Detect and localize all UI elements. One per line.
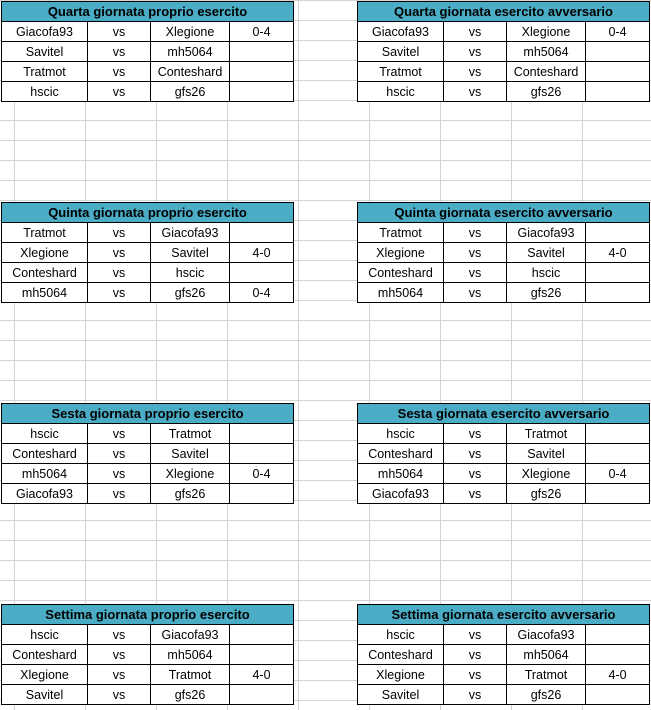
score-cell[interactable] <box>230 444 294 464</box>
score-cell[interactable] <box>586 444 650 464</box>
home-team-cell[interactable]: mh5064 <box>2 283 88 303</box>
score-cell[interactable] <box>230 223 294 243</box>
vs-cell[interactable]: vs <box>444 263 507 283</box>
away-team-cell[interactable]: Xlegione <box>507 22 586 42</box>
table-header-row <box>358 404 650 424</box>
round-title-cell[interactable]: Quinta giornata proprio esercito <box>2 203 294 223</box>
vs-cell[interactable]: vs <box>444 82 507 102</box>
home-team-cell[interactable]: Giacofa93 <box>2 484 88 504</box>
score-cell[interactable] <box>230 484 294 504</box>
away-team-cell[interactable]: Conteshard <box>507 62 586 82</box>
home-team-cell[interactable]: mh5064 <box>358 283 444 303</box>
table-row <box>358 685 650 705</box>
home-team-cell[interactable]: Xlegione <box>358 243 444 263</box>
table-row <box>358 243 650 263</box>
away-team-cell[interactable]: gfs26 <box>507 82 586 102</box>
table-row <box>358 424 650 444</box>
vs-cell[interactable]: vs <box>444 645 507 665</box>
score-cell[interactable] <box>586 424 650 444</box>
table-row <box>2 444 294 464</box>
score-cell[interactable] <box>586 62 650 82</box>
table-row <box>358 283 650 303</box>
away-team-cell[interactable]: Tratmot <box>151 665 230 685</box>
score-cell[interactable] <box>586 223 650 243</box>
vs-cell[interactable]: vs <box>444 665 507 685</box>
away-team-cell[interactable]: Giacofa93 <box>507 223 586 243</box>
away-team-cell[interactable]: mh5064 <box>507 645 586 665</box>
vs-cell[interactable]: vs <box>444 243 507 263</box>
vs-cell[interactable]: vs <box>444 444 507 464</box>
table-row <box>2 82 294 102</box>
home-team-cell[interactable]: hscic <box>358 424 444 444</box>
table-row <box>2 22 294 42</box>
away-team-cell[interactable]: gfs26 <box>507 685 586 705</box>
vs-cell[interactable]: vs <box>88 22 151 42</box>
fixture-table-left <box>1 202 294 303</box>
vs-cell[interactable]: vs <box>444 223 507 243</box>
table-row <box>2 62 294 82</box>
table-row <box>2 243 294 263</box>
home-team-cell[interactable]: hscic <box>2 82 88 102</box>
table-header-row <box>2 605 294 625</box>
vs-cell[interactable]: vs <box>88 62 151 82</box>
table-row <box>2 424 294 444</box>
away-team-cell[interactable]: Xlegione <box>151 464 230 484</box>
table-header-row <box>2 203 294 223</box>
vs-cell[interactable]: vs <box>88 484 151 504</box>
table-row <box>2 484 294 504</box>
score-cell[interactable] <box>230 62 294 82</box>
home-team-cell[interactable]: Conteshard <box>2 645 88 665</box>
fixture-table-right <box>357 604 650 705</box>
score-cell[interactable] <box>586 283 650 303</box>
fixture-table-right <box>357 403 650 504</box>
score-cell[interactable] <box>230 424 294 444</box>
home-team-cell[interactable]: Conteshard <box>2 444 88 464</box>
table-row <box>358 82 650 102</box>
vs-cell[interactable]: vs <box>444 283 507 303</box>
score-cell[interactable] <box>586 82 650 102</box>
table-header-row <box>358 2 650 22</box>
table-header-row <box>2 2 294 22</box>
score-cell[interactable] <box>586 645 650 665</box>
away-team-cell[interactable]: hscic <box>151 263 230 283</box>
fixture-table-right <box>357 1 650 102</box>
table-row <box>358 62 650 82</box>
away-team-cell[interactable]: Giacofa93 <box>507 625 586 645</box>
away-team-cell[interactable]: Giacofa93 <box>151 223 230 243</box>
away-team-cell[interactable]: mh5064 <box>151 645 230 665</box>
home-team-cell[interactable]: Tratmot <box>358 62 444 82</box>
table-row <box>2 464 294 484</box>
table-row <box>2 645 294 665</box>
table-row <box>2 223 294 243</box>
vs-cell[interactable]: vs <box>88 223 151 243</box>
home-team-cell[interactable]: Giacofa93 <box>2 22 88 42</box>
home-team-cell[interactable]: mh5064 <box>358 464 444 484</box>
home-team-cell[interactable]: Giacofa93 <box>358 22 444 42</box>
home-team-cell[interactable]: Savitel <box>358 42 444 62</box>
score-cell[interactable]: 0-4 <box>586 464 650 484</box>
score-cell[interactable]: 0-4 <box>230 283 294 303</box>
table-header-row <box>358 203 650 223</box>
home-team-cell[interactable]: Savitel <box>358 685 444 705</box>
vs-cell[interactable]: vs <box>88 424 151 444</box>
vs-cell[interactable]: vs <box>444 424 507 444</box>
table-row <box>2 283 294 303</box>
score-cell[interactable] <box>586 685 650 705</box>
round-title-cell[interactable]: Sesta giornata esercito avversario <box>358 404 650 424</box>
score-cell[interactable] <box>230 42 294 62</box>
score-cell[interactable]: 4-0 <box>230 665 294 685</box>
home-team-cell[interactable]: hscic <box>2 625 88 645</box>
away-team-cell[interactable]: gfs26 <box>151 484 230 504</box>
fixture-table-left <box>1 1 294 102</box>
away-team-cell[interactable]: gfs26 <box>507 283 586 303</box>
score-cell[interactable]: 4-0 <box>230 243 294 263</box>
round-title-cell[interactable]: Settima giornata proprio esercito <box>2 605 294 625</box>
home-team-cell[interactable]: Xlegione <box>358 665 444 685</box>
home-team-cell[interactable]: Tratmot <box>358 223 444 243</box>
score-cell[interactable]: 0-4 <box>230 22 294 42</box>
away-team-cell[interactable]: Tratmot <box>507 424 586 444</box>
away-team-cell[interactable]: Conteshard <box>151 62 230 82</box>
fixture-table-right <box>357 202 650 303</box>
fixture-table-left <box>1 403 294 504</box>
vs-cell[interactable]: vs <box>88 82 151 102</box>
away-team-cell[interactable]: Tratmot <box>151 424 230 444</box>
score-cell[interactable] <box>586 42 650 62</box>
home-team-cell[interactable]: mh5064 <box>2 464 88 484</box>
score-cell[interactable]: 0-4 <box>586 22 650 42</box>
round-title-cell[interactable]: Quarta giornata proprio esercito <box>2 2 294 22</box>
table-row <box>358 223 650 243</box>
vs-cell[interactable]: vs <box>444 62 507 82</box>
home-team-cell[interactable]: hscic <box>2 424 88 444</box>
score-cell[interactable] <box>230 645 294 665</box>
vs-cell[interactable]: vs <box>88 685 151 705</box>
round-title-cell[interactable]: Sesta giornata proprio esercito <box>2 404 294 424</box>
home-team-cell[interactable]: Xlegione <box>2 665 88 685</box>
away-team-cell[interactable]: gfs26 <box>151 685 230 705</box>
away-team-cell[interactable]: Savitel <box>507 243 586 263</box>
score-cell[interactable] <box>230 263 294 283</box>
table-row <box>358 444 650 464</box>
vs-cell[interactable]: vs <box>444 22 507 42</box>
away-team-cell[interactable]: gfs26 <box>507 484 586 504</box>
table-row <box>2 263 294 283</box>
home-team-cell[interactable]: hscic <box>358 82 444 102</box>
vs-cell[interactable]: vs <box>88 243 151 263</box>
home-team-cell[interactable]: Savitel <box>2 42 88 62</box>
home-team-cell[interactable]: Tratmot <box>2 62 88 82</box>
table-row <box>358 665 650 685</box>
away-team-cell[interactable]: Savitel <box>151 243 230 263</box>
home-team-cell[interactable]: Conteshard <box>358 444 444 464</box>
away-team-cell[interactable]: gfs26 <box>151 82 230 102</box>
home-team-cell[interactable]: hscic <box>358 625 444 645</box>
away-team-cell[interactable]: Tratmot <box>507 665 586 685</box>
score-cell[interactable] <box>230 685 294 705</box>
away-team-cell[interactable]: mh5064 <box>151 42 230 62</box>
vs-cell[interactable]: vs <box>88 444 151 464</box>
home-team-cell[interactable]: Tratmot <box>2 223 88 243</box>
table-row <box>358 484 650 504</box>
vs-cell[interactable]: vs <box>88 645 151 665</box>
away-team-cell[interactable]: Giacofa93 <box>151 625 230 645</box>
away-team-cell[interactable]: Savitel <box>151 444 230 464</box>
score-cell[interactable]: 4-0 <box>586 665 650 685</box>
vs-cell[interactable]: vs <box>444 484 507 504</box>
away-team-cell[interactable]: Xlegione <box>151 22 230 42</box>
vs-cell[interactable]: vs <box>88 464 151 484</box>
home-team-cell[interactable]: Xlegione <box>2 243 88 263</box>
table-row <box>358 42 650 62</box>
table-header-row <box>358 605 650 625</box>
vs-cell[interactable]: vs <box>444 42 507 62</box>
score-cell[interactable] <box>586 263 650 283</box>
away-team-cell[interactable]: gfs26 <box>151 283 230 303</box>
table-header-row <box>2 404 294 424</box>
table-row <box>2 665 294 685</box>
table-row <box>2 42 294 62</box>
fixture-table-left <box>1 604 294 705</box>
away-team-cell[interactable]: Xlegione <box>507 464 586 484</box>
table-row <box>358 263 650 283</box>
score-cell[interactable] <box>230 625 294 645</box>
score-cell[interactable] <box>230 82 294 102</box>
vs-cell[interactable]: vs <box>88 283 151 303</box>
home-team-cell[interactable]: Conteshard <box>358 263 444 283</box>
away-team-cell[interactable]: hscic <box>507 263 586 283</box>
score-cell[interactable] <box>586 484 650 504</box>
home-team-cell[interactable]: Savitel <box>2 685 88 705</box>
home-team-cell[interactable]: Giacofa93 <box>358 484 444 504</box>
away-team-cell[interactable]: Savitel <box>507 444 586 464</box>
score-cell[interactable]: 0-4 <box>230 464 294 484</box>
vs-cell[interactable]: vs <box>444 464 507 484</box>
round-title-cell[interactable]: Settima giornata esercito avversario <box>358 605 650 625</box>
away-team-cell[interactable]: mh5064 <box>507 42 586 62</box>
home-team-cell[interactable]: Conteshard <box>358 645 444 665</box>
score-cell[interactable] <box>586 625 650 645</box>
vs-cell[interactable]: vs <box>88 665 151 685</box>
table-row <box>358 22 650 42</box>
table-row <box>358 645 650 665</box>
vs-cell[interactable]: vs <box>444 625 507 645</box>
vs-cell[interactable]: vs <box>88 263 151 283</box>
table-row <box>2 685 294 705</box>
vs-cell[interactable]: vs <box>88 42 151 62</box>
score-cell[interactable]: 4-0 <box>586 243 650 263</box>
table-row <box>2 625 294 645</box>
vs-cell[interactable]: vs <box>88 625 151 645</box>
vs-cell[interactable]: vs <box>444 685 507 705</box>
round-title-cell[interactable]: Quinta giornata esercito avversario <box>358 203 650 223</box>
round-title-cell[interactable]: Quarta giornata esercito avversario <box>358 2 650 22</box>
table-row <box>358 464 650 484</box>
table-row <box>358 625 650 645</box>
home-team-cell[interactable]: Conteshard <box>2 263 88 283</box>
